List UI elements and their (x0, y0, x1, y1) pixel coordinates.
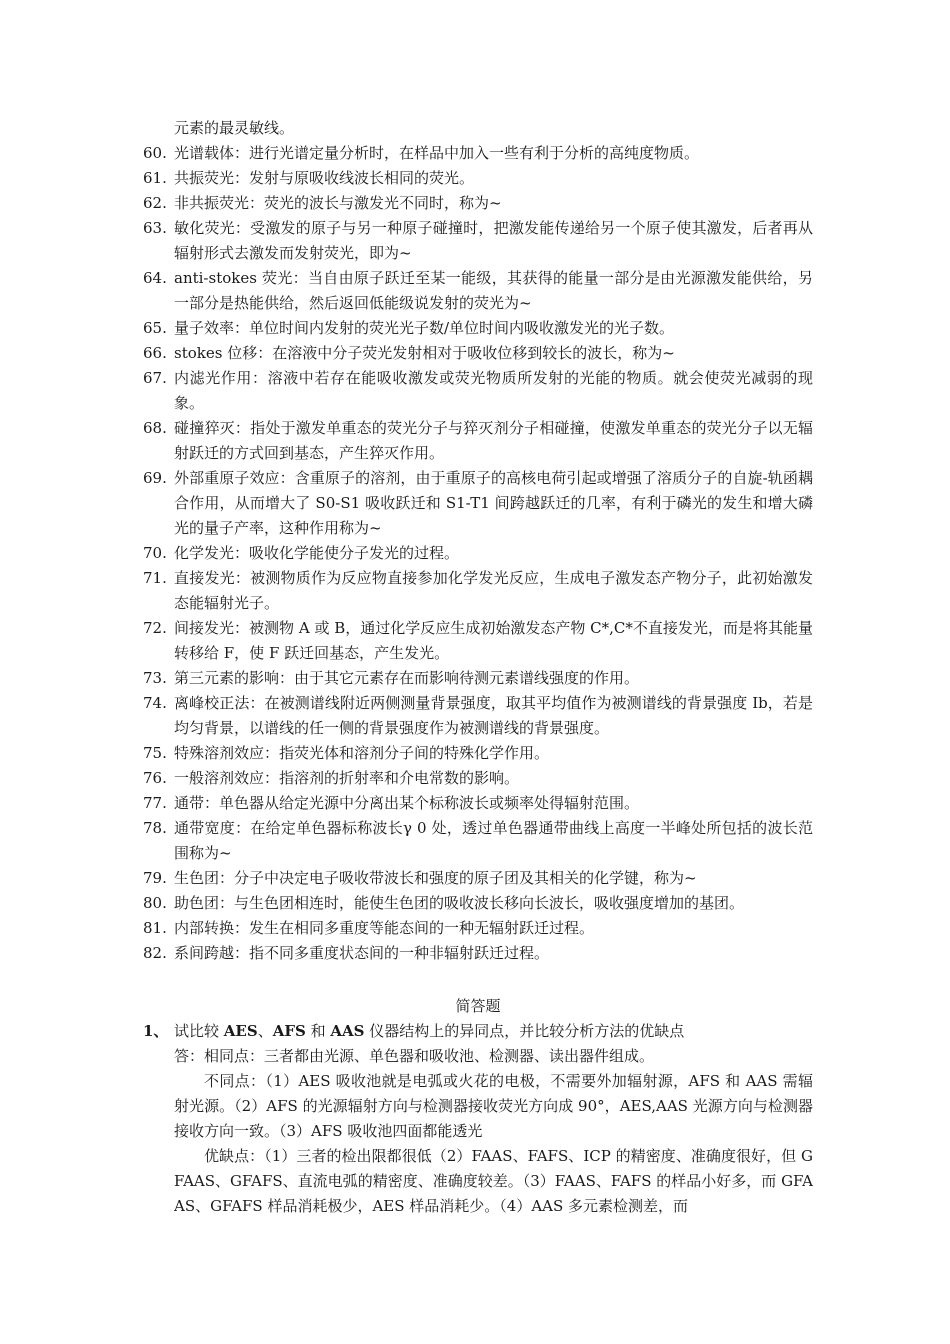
definition-text: 第三元素的影响：由于其它元素存在而影响待测元素谱线强度的作用。 (174, 669, 640, 687)
definition-text: 内部转换：发生在相同多重度等能态间的一种无辐射跃迁过程。 (174, 919, 595, 937)
definition-item (143, 791, 813, 816)
definition-item (143, 216, 813, 266)
pros-cons-paragraph: 优缺点：（1）三者的检出限都很低（2）FAAS、FAFS、ICP 的精密度、准确度很好，但 GFAAS、GFAFS、直流电弧的精密度、准确度较差。（3）FAAS、FAFS 的样品小好多，而 GFAAS、GFAFS 样品消耗极少，AES 样品消耗少。（4）AAS 多元素检测差，而 (174, 1147, 813, 1215)
definition-item (143, 466, 813, 541)
definition-item (143, 316, 813, 341)
definition-number: 63. (143, 219, 167, 237)
definition-item (143, 941, 813, 966)
question-number: 1、 (143, 1022, 169, 1040)
definition-text: 通带：单色器从给定光源中分离出某个标称波长或频率处得辐射范围。 (174, 794, 640, 812)
definition-number: 71. (143, 569, 167, 587)
definition-number: 75. (143, 744, 167, 762)
definition-number: 79. (143, 869, 167, 887)
definition-text: 间接发光：被测物 A 或 B，通过化学反应生成初始激发态产物 C*,C*不直接发光，而是将其能量转移给 F，使 F 跃迁回基态，产生发光。 (174, 619, 813, 662)
section-heading: 简答题 (455, 997, 501, 1015)
definition-text: 敏化荧光：受激发的原子与另一种原子碰撞时，把激发能传递给另一个原子使其激发，后者再从辐射形式去激发而发射荧光，即为~ (174, 219, 813, 262)
definition-number: 76. (143, 769, 167, 787)
definition-text: 特殊溶剂效应：指荧光体和溶剂分子间的特殊化学作用。 (174, 744, 550, 762)
question-title-aes: AES (223, 1022, 258, 1040)
definition-item (143, 416, 813, 466)
definition-text: 生色团：分子中决定电子吸收带波长和强度的原子团及其相关的化学键，称为~ (174, 869, 697, 887)
definition-text: 内滤光作用：溶液中若存在能吸收激发或荧光物质所发射的光能的物质。就会使荧光减弱的现象。 (174, 369, 813, 412)
definition-number: 74. (143, 694, 167, 712)
definition-number: 73. (143, 669, 167, 687)
definition-number: 69. (143, 469, 167, 487)
answer-line: 答：相同点：三者都由光源、单色器和吸收池、检测器、读出器件组成。 (174, 1047, 655, 1065)
definition-number: 65. (143, 319, 167, 337)
definition-text: stokes 位移：在溶液中分子荧光发射相对于吸收位移到较长的波长，称为~ (174, 344, 675, 362)
definition-text: 外部重原子效应：含重原子的溶剂，由于重原子的高核电荷引起或增强了溶质分子的自旋-轨函耦合作用，从而增大了 S0-S1 吸收跃迁和 S1-T1 间跨越跃迁的几率，有利于磷光的发生和增大磷光的量子产率，这种作用称为~ (174, 469, 813, 537)
definition-text: 通带宽度：在给定单色器标称波长γ 0 处，透过单色器通带曲线上高度一半峰处所包括的波长范围称为~ (174, 819, 813, 862)
definition-item (143, 916, 813, 941)
definition-item (143, 541, 813, 566)
question-title-aas: AAS (330, 1022, 365, 1040)
definition-item (143, 691, 813, 741)
definition-number: 81. (143, 919, 167, 937)
definition-text: 化学发光：吸收化学能使分子发光的过程。 (174, 544, 460, 562)
definition-number: 77. (143, 794, 167, 812)
definition-item (143, 766, 813, 791)
definition-item (143, 616, 813, 666)
definition-text: 一般溶剂效应：指溶剂的折射率和介电常数的影响。 (174, 769, 520, 787)
definition-number: 61. (143, 169, 167, 187)
question-title-text: 试比较 (174, 1022, 224, 1040)
definition-number: 67. (143, 369, 167, 387)
definition-item (143, 741, 813, 766)
definition-text: 助色团：与生色团相连时，能使生色团的吸收波长移向长波长，吸收强度增加的基团。 (174, 894, 745, 912)
definition-text: 量子效率：单位时间内发射的荧光光子数/单位时间内吸收激发光的光子数。 (174, 319, 675, 337)
definition-item (143, 666, 813, 691)
continuation-line: 元素的最灵敏线。 (174, 119, 295, 137)
definition-text: 碰撞猝灭：指处于激发单重态的荧光分子与猝灭剂分子相碰撞，使激发单重态的荧光分子以无辐射跃迁的方式回到基态，产生猝灭作用。 (174, 419, 813, 462)
definition-number: 78. (143, 819, 167, 837)
definition-number: 70. (143, 544, 167, 562)
definition-text: 非共振荧光：荧光的波长与激发光不同时，称为~ (174, 194, 502, 212)
definition-item (143, 141, 813, 166)
definition-item (143, 816, 813, 866)
definition-text: 光谱载体：进行光谱定量分析时，在样品中加入一些有利于分析的高纯度物质。 (174, 144, 700, 162)
definition-item (143, 866, 813, 891)
definition-item (143, 166, 813, 191)
question-1 (143, 1019, 813, 1219)
definition-number: 64. (143, 269, 167, 287)
question-title-and: 和 (305, 1022, 331, 1040)
question-title-sep: 、 (257, 1022, 273, 1040)
question-title-afs: AFS (272, 1022, 306, 1040)
definition-item (143, 191, 813, 216)
differences-paragraph: 不同点：（1）AES 吸收池就是电弧或火花的电极，不需要外加辐射源，AFS 和 AAS 需辐射光源。（2）AFS 的光源辐射方向与检测器接收荧光方向成 90°，AES,AAS 光源方向与检测器接收方向一致。（3）AFS 吸收池四面都能透光 (174, 1072, 813, 1140)
definition-text: 共振荧光：发射与原吸收线波长相同的荧光。 (174, 169, 475, 187)
definition-number: 60. (143, 144, 167, 162)
definition-text: 直接发光：被测物质作为反应物直接参加化学发光反应，生成电子激发态产物分子，此初始激发态能辐射光子。 (174, 569, 813, 612)
definition-number: 72. (143, 619, 167, 637)
definition-list (143, 141, 813, 966)
definition-number: 68. (143, 419, 167, 437)
definition-item (143, 266, 813, 316)
question-title-rest: 仪器结构上的异同点，并比较分析方法的优缺点 (364, 1022, 685, 1040)
definition-number: 62. (143, 194, 167, 212)
definition-text: anti-stokes 荧光：当自由原子跃迁至某一能级，其获得的能量一部分是由光源激发能供给，另一部分是热能供给，然后返回低能级说发射的荧光为~ (174, 269, 813, 312)
definition-number: 66. (143, 344, 167, 362)
definition-text: 系间跨越：指不同多重度状态间的一种非辐射跃迁过程。 (174, 944, 550, 962)
question-title (174, 1019, 813, 1044)
definition-item (143, 566, 813, 616)
document-body (143, 116, 813, 1219)
definition-item (143, 341, 813, 366)
definition-number: 80. (143, 894, 167, 912)
definition-number: 82. (143, 944, 167, 962)
definition-item (143, 366, 813, 416)
definition-text: 离峰校正法：在被测谱线附近两侧测量背景强度，取其平均值作为被测谱线的背景强度 Ib，若是均匀背景，以谱线的任一侧的背景强度作为被测谱线的背景强度。 (174, 694, 813, 737)
definition-item (143, 891, 813, 916)
